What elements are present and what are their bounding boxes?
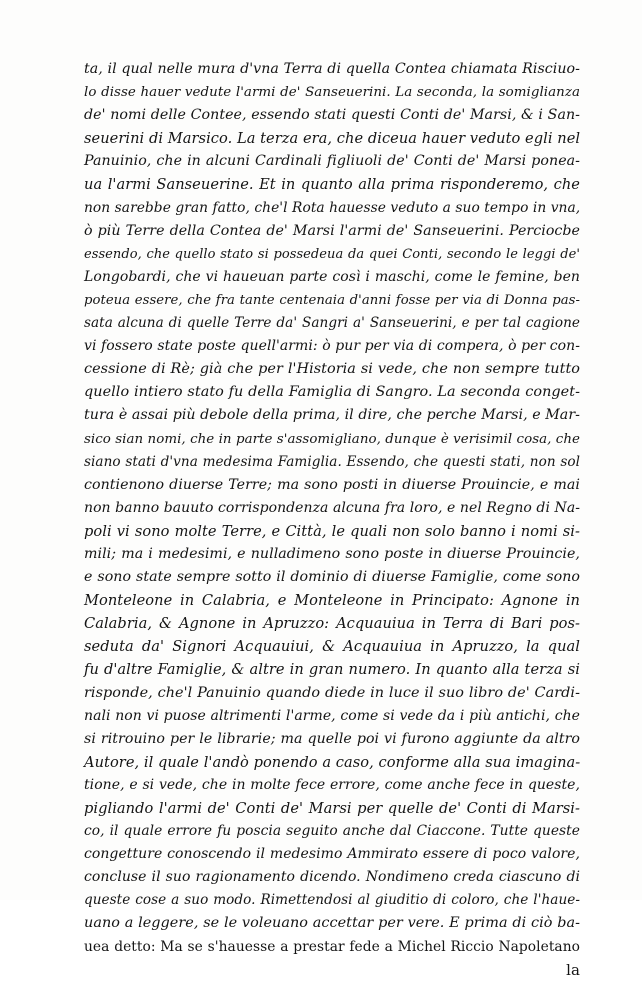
- text-line: non sarebbe gran fatto, che'l Rota hauesse veduto a suo tempo in vna,: [84, 199, 581, 216]
- catchword: la: [566, 960, 580, 979]
- text-line: ta, il qual nelle mura d'vna Terra di quella Contea chiamata Risciuo-: [84, 61, 580, 77]
- text-line: pigliando l'armi de' Conti de' Marsi per quelle de' Conti di Marsi-: [84, 800, 580, 817]
- text-line: lo disse hauer vedute l'armi de' Sanseuerini. La seconda, la somiglianza: [84, 85, 580, 101]
- text-line: seuerini di Marsico. La terza era, che diceua hauer veduto egli nel: [84, 130, 581, 148]
- text-line: si ritrouino per le librarie; ma quelle poi vi furono aggiunte da altro: [84, 730, 580, 747]
- text-line: contienono diuerse Terre; ma sono posti in diuerse Prouincie, e mai: [84, 476, 580, 493]
- text-line: cessione di Rè; già che per l'Historia si vede, che non sempre tutto: [84, 361, 580, 378]
- text-block: [84, 58, 580, 982]
- text-line: concluse il suo ragionamento dicendo. Nondimeno creda ciascuno di: [84, 869, 580, 886]
- text-line: Calabria, & Agnone in Apruzzo: Acquauiua in Terra di Bari pos-: [84, 615, 580, 633]
- text-line: queste cose a suo modo. Rimettendosi al giuditio di coloro, che l'haue-: [84, 892, 580, 909]
- text-line: ò più Terre della Contea de' Marsi l'armi de' Sanseuerini. Perciocbe: [84, 222, 580, 239]
- text-line: non banno bauuto corrispondenza alcuna fra loro, e nel Regno di Na-: [84, 499, 580, 516]
- text-line: seduta da' Signori Acquauiui, & Acquauiua in Apruzzo, la qual: [84, 638, 580, 656]
- text-line: Panuinio, che in alcuni Cardinali figliuoli de' Conti de' Marsi ponea-: [84, 153, 580, 170]
- text-line: uea detto: Ma se s'hauesse a prestar fede a Michel Riccio Napoletano: [84, 938, 580, 955]
- text-line: siano stati d'vna medesima Famiglia. Essendo, che questi stati, non sol: [84, 453, 580, 470]
- text-line: poteua essere, che fra tante centenaia d'anni fosse per via di Donna pas-: [84, 292, 580, 308]
- text-line: essendo, che quello stato si possedeua da quei Conti, secondo le leggi de': [84, 246, 580, 262]
- text-line: poli vi sono molte Terre, e Città, le quali non solo banno i nomi si-: [84, 522, 580, 540]
- text-line: congetture conoscendo il medesimo Ammirato essere di poco valore,: [84, 846, 580, 863]
- text-line: quello intiero stato fu della Famiglia di Sangro. La seconda conget-: [84, 384, 580, 401]
- text-line: tione, e si vede, che in molte fece errore, come anche fece in queste,: [84, 776, 580, 793]
- text-line: vi fossero state poste quell'armi: ò pur per via di compera, ò per con-: [84, 338, 580, 355]
- text-line: mili; ma i medesimi, e nulladimeno sono poste in diuerse Prouincie,: [84, 545, 580, 562]
- text-line: sico sian nomi, che in parte s'assomigliano, dunque è verisimil cosa, che: [84, 431, 580, 447]
- text-line: Longobardi, che vi haueuan parte così i maschi, come le femine, ben: [84, 268, 580, 285]
- text-line: Autore, il quale l'andò ponendo a caso, conforme alla sua imagina-: [84, 753, 581, 771]
- text-line: uano a leggere, se le voleuano accettar per vere. E prima di ciò ba-: [84, 915, 580, 932]
- text-line: co, il quale errore fu poscia seguito anche dal Ciaccone. Tutte queste: [84, 823, 580, 840]
- text-line: ua l'armi Sanseuerine. Et in quanto alla prima risponderemo, che: [84, 176, 580, 194]
- text-line: sata alcuna di quelle Terre da' Sangri a' Sanseuerini, e per tal cagione: [84, 315, 580, 332]
- text-line: de' nomi delle Contee, essendo stati questi Conti de' Marsi, & i San-: [84, 107, 580, 124]
- text-line: tura è assai più debole della prima, il dire, che perche Marsi, e Mar-: [84, 407, 580, 424]
- text-line: fu d'altre Famiglie, & altre in gran numero. In quanto alla terza si: [84, 661, 580, 679]
- text-line: risponde, che'l Panuinio quando diede in luce il suo libro de' Cardi-: [84, 684, 580, 701]
- text-line: e sono state sempre sotto il dominio di diuerse Famiglie, come sono: [84, 569, 580, 586]
- text-line: nali non vi puose altrimenti l'arme, come si vede da i più antichi, che: [84, 707, 580, 724]
- text-line: Monteleone in Calabria, e Monteleone in Principato: Agnone in: [84, 592, 580, 610]
